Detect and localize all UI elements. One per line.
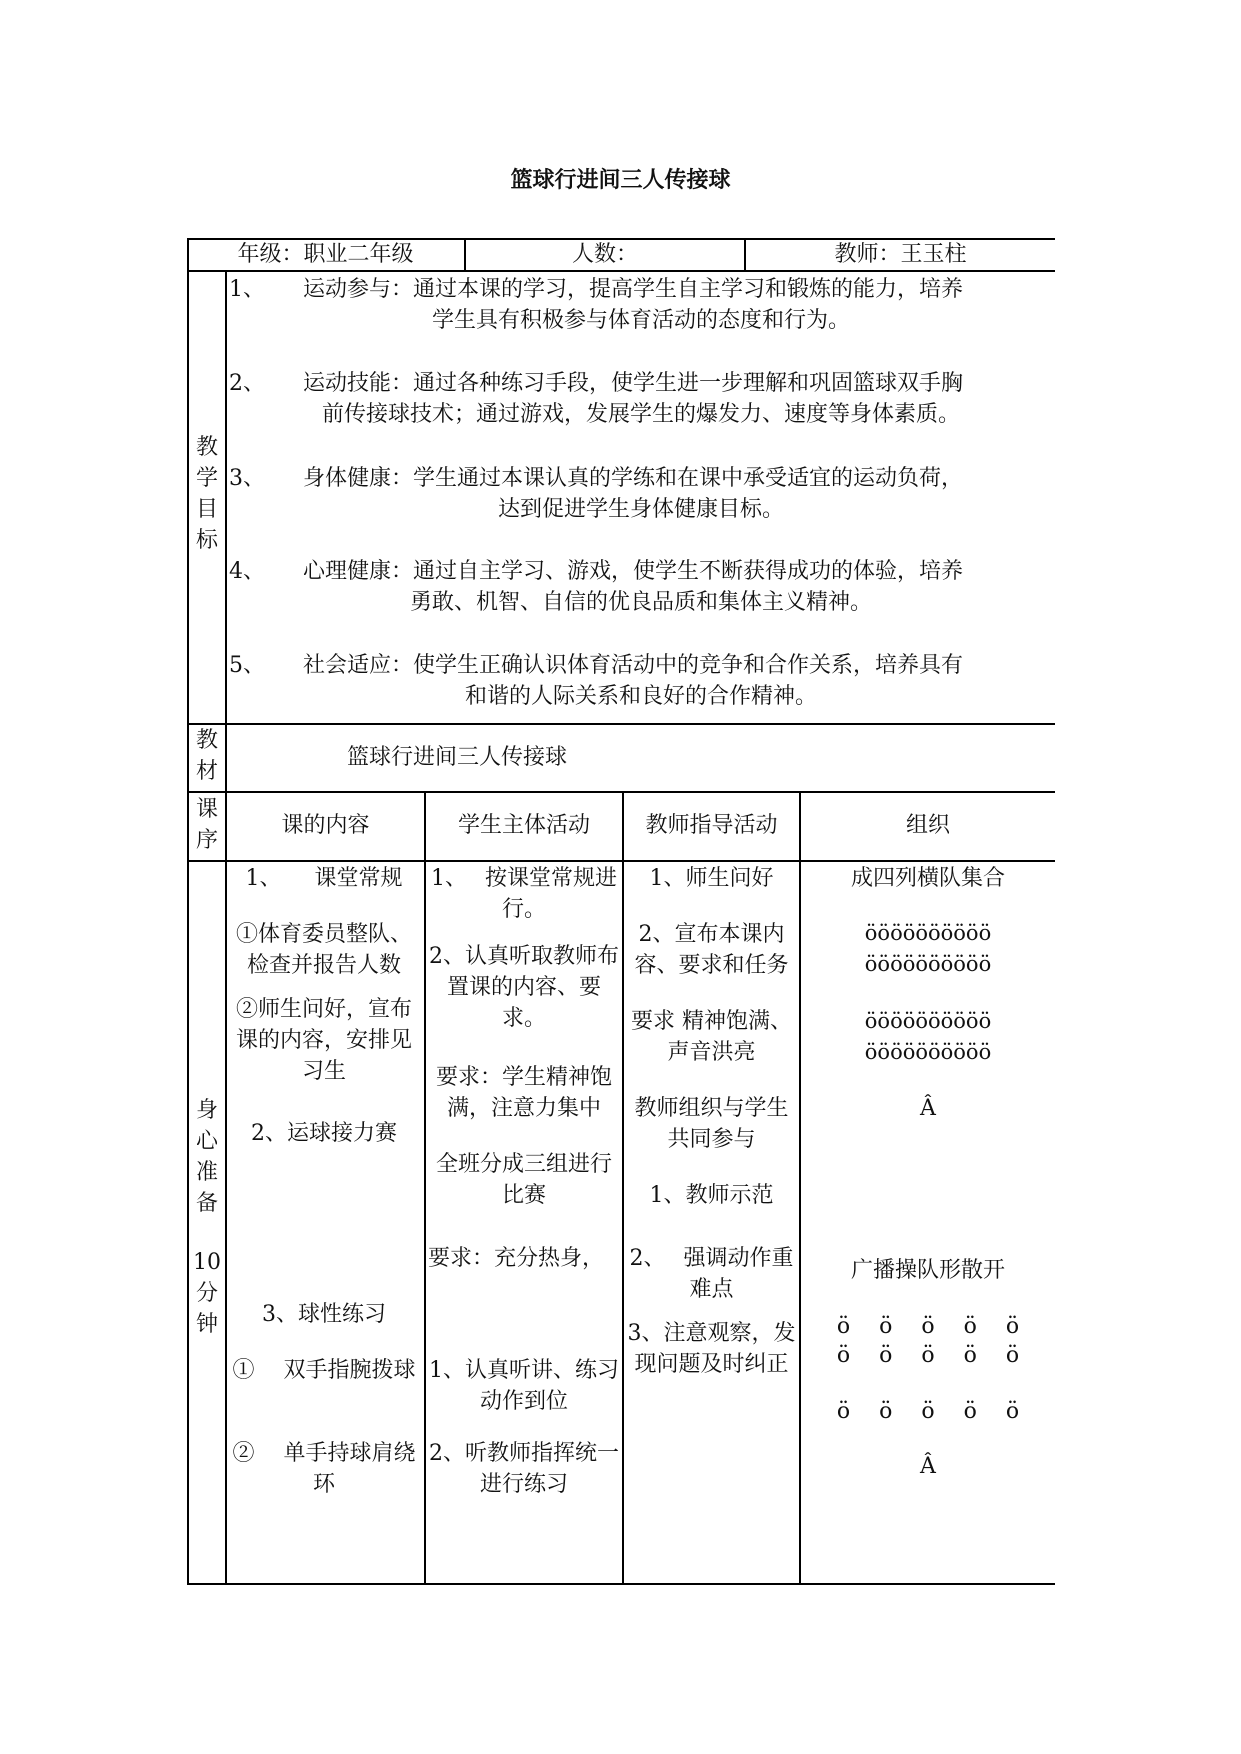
student-activity: 1、认真听讲、练习动作到位 bbox=[429, 1358, 619, 1414]
teacher-activity: 2、 强调动作重难点 bbox=[629, 1246, 794, 1302]
section-label: 身 心 准 备 bbox=[195, 1098, 218, 1216]
teacher-activity: 2、宣布本课内容、要求和任务 bbox=[634, 922, 789, 978]
objective-line: 运动技能：通过各种练习手段，使学生进一步理解和巩固篮球双手胸 bbox=[303, 371, 964, 396]
formation-row: ö ö ö ö ö bbox=[836, 1314, 1020, 1339]
teacher-position-marker: Â bbox=[920, 1096, 936, 1121]
grade-field: 年级：职业二年级 bbox=[237, 242, 414, 267]
student-activity: 2、认真听取教师布置课的内容、要求。 bbox=[429, 944, 619, 1031]
teacher-field: 教师：王玉柱 bbox=[834, 242, 967, 267]
formation-row: ö ö ö ö ö bbox=[836, 1399, 1020, 1424]
objective-line: 社会适应：使学生正确认识体育活动中的竞争和合作关系，培养具有 bbox=[303, 653, 964, 678]
objective-line: 身体健康：学生通过本课认真的学练和在课中承受适宜的运动负荷， bbox=[303, 466, 964, 491]
teacher-activity: 1、师生问好 bbox=[649, 866, 774, 891]
teacher-activity: 3、注意观察，发现问题及时纠正 bbox=[627, 1321, 796, 1377]
objective-number: 5、 bbox=[229, 653, 265, 678]
page-title: 篮球行进间三人传接球 bbox=[510, 168, 731, 193]
lesson-plan-table bbox=[187, 238, 1055, 1586]
objectives-label: 教 学 目 标 bbox=[195, 435, 218, 553]
column-header-content: 课的内容 bbox=[281, 813, 370, 838]
column-header-student: 学生主体活动 bbox=[457, 813, 590, 838]
rule-col2 bbox=[424, 791, 426, 1585]
student-activity: 2、听教师指挥统一进行练习 bbox=[429, 1441, 619, 1497]
objective-line: 前传接球技术；通过游戏，发展学生的爆发力、速度等身体素质。 bbox=[321, 402, 960, 427]
objective-number: 3、 bbox=[229, 466, 265, 491]
formation-row: öööööööööö bbox=[864, 1009, 992, 1033]
content-item: 2、运球接力赛 bbox=[251, 1121, 397, 1146]
formation-row: öööööööööö bbox=[864, 952, 992, 976]
rule-objectives-bottom bbox=[187, 723, 1055, 725]
formation-row: ö ö ö ö ö bbox=[836, 1343, 1020, 1368]
formation-title: 成四列横队集合 bbox=[850, 866, 1005, 891]
student-count-field: 人数： bbox=[571, 242, 638, 267]
teacher-position-marker: Â bbox=[920, 1454, 936, 1479]
rule-material-bottom bbox=[187, 791, 1055, 793]
formation-row: öööööööööö bbox=[864, 921, 992, 945]
column-header-teacher: 教师指导活动 bbox=[645, 813, 778, 838]
section-time: 10 分 钟 bbox=[193, 1250, 221, 1337]
objective-line: 运动参与：通过本课的学习，提高学生自主学习和锻炼的能力，培养 bbox=[303, 277, 964, 302]
rule-col3 bbox=[622, 791, 624, 1585]
content-item: ①体育委员整队、检查并报告人数 bbox=[235, 922, 412, 978]
teacher-activity: 教师组织与学生共同参与 bbox=[634, 1096, 789, 1152]
teacher-activity: 要求 精神饱满、声音洪亮 bbox=[631, 1009, 792, 1065]
formation-title: 广播操队形散开 bbox=[850, 1258, 1005, 1283]
rule-header-bottom bbox=[187, 270, 1055, 272]
rule-bottom bbox=[187, 1583, 1055, 1585]
rule-label-col bbox=[225, 272, 227, 1585]
objective-number: 2、 bbox=[229, 371, 265, 396]
material-label: 教 材 bbox=[195, 728, 218, 784]
column-header-org: 组织 bbox=[905, 813, 950, 838]
student-activity: 要求：充分热身， bbox=[428, 1246, 605, 1271]
student-activity: 1、 按课堂常规进行。 bbox=[431, 866, 617, 922]
objective-line: 和谐的人际关系和良好的合作精神。 bbox=[464, 684, 817, 709]
objective-line: 心理健康：通过自主学习、游戏，使学生不断获得成功的体验，培养 bbox=[303, 559, 964, 584]
sequence-label: 课 序 bbox=[195, 797, 218, 853]
objective-line: 勇敢、机智、自信的优良品质和集体主义精神。 bbox=[409, 590, 872, 615]
content-item: ②师生问好，宣布课的内容，安排见习生 bbox=[235, 997, 412, 1084]
objective-line: 学生具有积极参与体育活动的态度和行为。 bbox=[431, 308, 850, 333]
content-item: 1、 课堂常规 bbox=[245, 866, 403, 891]
content-item: 3、球性练习 bbox=[262, 1302, 386, 1327]
student-activity: 全班分成三组进行比赛 bbox=[435, 1152, 612, 1208]
objective-number: 4、 bbox=[229, 559, 265, 584]
student-activity: 要求：学生精神饱满，注意力集中 bbox=[435, 1065, 612, 1121]
teacher-activity: 1、教师示范 bbox=[649, 1183, 774, 1208]
content-item: ② 单手持球肩绕环 bbox=[232, 1441, 416, 1497]
rule-columns-bottom bbox=[187, 860, 1055, 862]
content-item: ① 双手指腕拨球 bbox=[232, 1358, 416, 1383]
objective-number: 1、 bbox=[229, 277, 265, 302]
objective-line: 达到促进学生身体健康目标。 bbox=[497, 497, 784, 522]
formation-row: öööööööööö bbox=[864, 1040, 992, 1064]
material-text: 篮球行进间三人传接球 bbox=[346, 745, 567, 770]
